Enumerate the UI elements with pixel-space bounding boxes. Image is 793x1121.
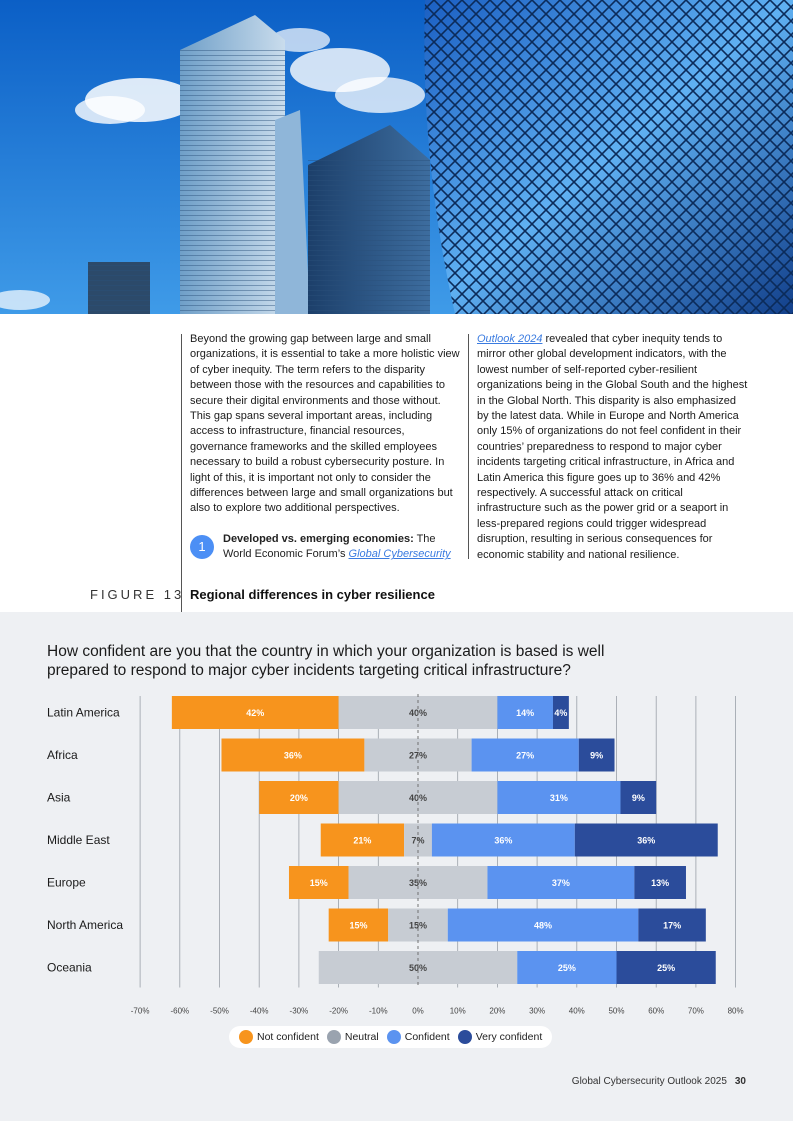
page-footer (572, 1076, 746, 1087)
data-label: 31% (549, 793, 568, 803)
right-paragraph (477, 332, 749, 563)
legend-label: Not confident (257, 1031, 319, 1043)
region-label: Oceania (47, 960, 92, 975)
x-tick-label: -40% (249, 1006, 269, 1016)
left-paragraph: Beyond the growing gap between large and small organizations, it is essential to take a more holistic view of cyber inequity. The term refers to the disparity between those with the resources and capabilities to secure their digital environments and those without. This gap spans several important areas, including access to infrastructure, financial resources, governance frameworks and the skilled employees necessary to build a robust cybersecurity posture. In light of this, it is important not only to consider the differences between large and small organizations but also to explore two additional perspectives. (190, 333, 460, 515)
x-tick-label: 80% (727, 1006, 744, 1016)
callout-text (223, 532, 463, 563)
data-label: 21% (353, 835, 372, 846)
legend-swatch (387, 1030, 401, 1044)
legend-label: Confident (404, 1031, 450, 1043)
x-tick-label: -60% (170, 1006, 190, 1016)
data-label: 48% (534, 920, 553, 931)
legend-swatch (239, 1030, 253, 1044)
data-label: 25% (657, 963, 676, 973)
data-label: 9% (631, 793, 645, 803)
page-number: 30 (734, 1076, 746, 1087)
publication-title: Global Cybersecurity Outlook 2025 (571, 1076, 727, 1087)
data-label: 14% (516, 708, 535, 718)
data-label: 40% (408, 793, 428, 803)
region-label: Asia (47, 790, 71, 805)
data-label: 36% (283, 750, 302, 761)
data-label: 13% (651, 878, 670, 888)
data-label: 42% (246, 708, 265, 718)
data-label: 15% (408, 920, 428, 931)
outlook-2024-link[interactable]: Outlook 2024 (477, 333, 543, 345)
callout-bold-heading: Developed vs. emerging economies: (223, 533, 414, 545)
x-tick-label: -30% (289, 1006, 309, 1016)
region-label: Europe (47, 875, 86, 890)
region-label: Middle East (47, 833, 110, 847)
data-label: 15% (349, 920, 368, 931)
data-label: 15% (309, 878, 328, 888)
x-tick-label: -70% (130, 1006, 150, 1016)
data-label: 37% (551, 878, 570, 888)
region-label: North America (47, 918, 124, 932)
data-label: 25% (557, 963, 576, 973)
data-label: 4% (554, 708, 568, 718)
data-label: 27% (408, 750, 428, 761)
data-label: 36% (494, 835, 513, 846)
right-paragraph-body: revealed that cyber inequity tends to mirror other global development indicators, with the lowest number of self-reported cyber-resilient organizations being in the Global South and the highest in the Global North. This disparity is also emphasized by the latest data. While in Europe and North America only 15% of organizations do not feel confident in their countries’ preparedness to respond to major cyber incidents targeting critical infrastructure, in Africa and Latin America this figure goes up to 36% and 42% respectively. A successful attack on critical infrastructure such as the power grid or a seaport in less-prepared regions could trigger widespread disruption, resulting in serious consequences for economic stability and national resilience. (477, 333, 748, 561)
legend-swatch (327, 1030, 341, 1044)
legend-item (239, 1030, 319, 1044)
hero-city-skyline-image (0, 0, 793, 314)
column-divider-middle (468, 334, 469, 559)
x-tick-label: 60% (648, 1006, 665, 1016)
data-label: 7% (411, 835, 425, 846)
data-label: 35% (408, 878, 428, 888)
x-tick-label: 50% (608, 1006, 625, 1016)
x-tick-label: 20% (489, 1006, 506, 1016)
left-text-column (190, 332, 460, 517)
data-label: 36% (637, 835, 656, 846)
x-tick-label: -10% (368, 1006, 388, 1016)
chart-question: How confident are you that the country in which your organization is based is well prepared to respond to major cyber incidents targeting critical infrastructure? (47, 643, 605, 679)
data-label: 17% (663, 920, 682, 931)
x-tick-label: 40% (568, 1006, 585, 1016)
x-tick-label: 70% (687, 1006, 704, 1016)
global-cybersecurity-link[interactable]: Global Cybersecurity (348, 548, 451, 561)
x-tick-label: 30% (529, 1006, 546, 1016)
legend-label: Neutral (344, 1031, 379, 1043)
data-label: 27% (516, 750, 535, 761)
region-label: Africa (47, 748, 78, 762)
data-label: 50% (408, 963, 428, 973)
x-tick-label: 10% (449, 1006, 466, 1016)
legend-item (387, 1030, 450, 1044)
x-tick-label: -20% (329, 1006, 348, 1016)
x-tick-label: -50% (210, 1006, 229, 1016)
diverging-bar-chart (0, 680, 793, 1016)
x-tick-label: 0% (412, 1006, 424, 1016)
legend-swatch (458, 1030, 472, 1044)
region-label: Latin America (47, 705, 120, 720)
chart-legend (229, 1026, 552, 1048)
data-label: 9% (590, 750, 604, 761)
column-divider-left (181, 334, 182, 612)
legend-item (458, 1030, 543, 1044)
callout-body: The World Economic Forum’s (223, 533, 436, 561)
figure-label: FIGURE 13 (90, 587, 185, 602)
callout-number-badge: 1 (190, 535, 214, 559)
data-label: 20% (289, 793, 308, 803)
data-label: 40% (408, 708, 428, 718)
legend-label: Very confident (475, 1031, 543, 1043)
right-text-column (477, 332, 749, 563)
legend-item (327, 1030, 379, 1044)
figure-title: Regional differences in cyber resilience (190, 587, 435, 602)
